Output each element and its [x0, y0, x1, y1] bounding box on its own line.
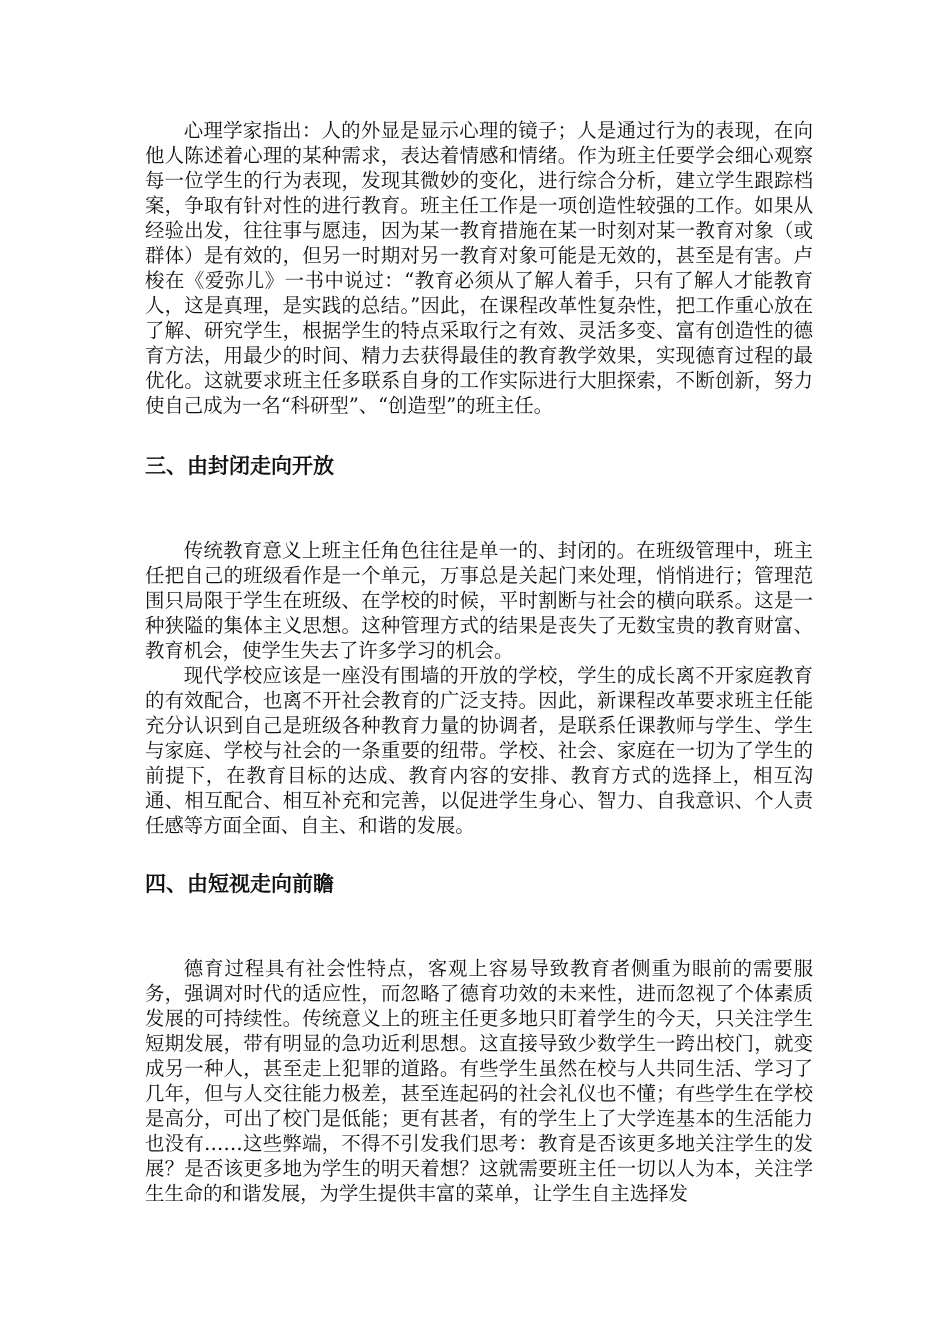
section-3-heading: 三、由封闭走向开放 — [145, 454, 334, 478]
intro-paragraph: 心理学家指出：人的外显是显示心理的镜子；人是通过行为的表现，在向他人陈述着心理的某种需求，表达着情感和情绪。作为班主任要学会细心观察每一位学生的行为表现，发现其微妙的变化，进行综合分析，建立学生跟踪档案，争取有针对性的进行教育。班主任工作是一项创造性较强的工作。如果从经验出发，往往事与愿违，因为某一教育措施在某一时刻对某一教育对象（或群体）是有效的，但另一时期对另一教育对象可能是无效的，甚至是有害。卢梭在《爱弥儿》一书中说过：“教育必须从了解人着手，只有了解人才能教育人，这是真理，是实践的总结。”因此，在课程改革性复杂性，把工作重心放在了解、研究学生，根据学生的特点采取行之有效、灵活多变、富有创造性的德育方法，用最少的时间、精力去获得最佳的教育教学效果，实现德育过程的最优化。这就要求班主任多联系自身的工作实际进行大胆探索，不断创新，努力使自己成为一名“科研型”、“创造型”的班主任。 — [145, 119, 813, 417]
section-4-paragraph-1: 德育过程具有社会性特点，客观上容易导致教育者侧重为眼前的需要服务，强调对时代的适应性，而忽略了德育功效的未来性，进而忽视了个体素质发展的可持续性。传统意义上的班主任更多地只盯着学生的今天，只关注学生短期发展，带有明显的急功近利思想。这直接导致少数学生一跨出校门，就变成另一种人，甚至走上犯罪的道路。有些学生虽然在校与人共同生活、学习了几年，但与人交往能力极差，甚至连起码的社会礼仪也不懂；有些学生在学校是高分，可出了校门是低能；更有甚者，有的学生上了大学连基本的生活能力也没有……这些弊端，不得不引发我们思考：教育是否该更多地关注学生的发展？是否该更多地为学生的明天着想？这就需要班主任一切以人为本，关注学生生命的和谐发展，为学生提供丰富的菜单，让学生自主选择发 — [145, 957, 813, 1205]
section-3-paragraph-1: 传统教育意义上班主任角色往往是单一的、封闭的。在班级管理中，班主任把自己的班级看作是一个单元，万事总是关起门来处理，悄悄进行；管理范围只局限于学生在班级、在学校的时候，平时割断与社会的横向联系。这是一种狭隘的集体主义思想。这种管理方式的结果是丧失了无数宝贵的教育财富、教育机会，使学生失去了许多学习的机会。 — [145, 539, 813, 662]
section-4-heading: 四、由短视走向前瞻 — [145, 872, 334, 896]
section-3-paragraph-2: 现代学校应该是一座没有围墙的开放的学校，学生的成长离不开家庭教育的有效配合，也离不开社会教育的广泛支持。因此，新课程改革要求班主任能充分认识到自己是班级各种教育力量的协调者，是联系任课教师与学生、学生与家庭、学校与社会的一条重要的纽带。学校、社会、家庭在一切为了学生的前提下，在教育目标的达成、教育内容的安排、教育方式的选择上，相互沟通、相互配合、相互补充和完善，以促进学生身心、智力、自我意识、个人责任感等方面全面、自主、和谐的发展。 — [145, 664, 813, 837]
document-page — [145, 118, 813, 1206]
